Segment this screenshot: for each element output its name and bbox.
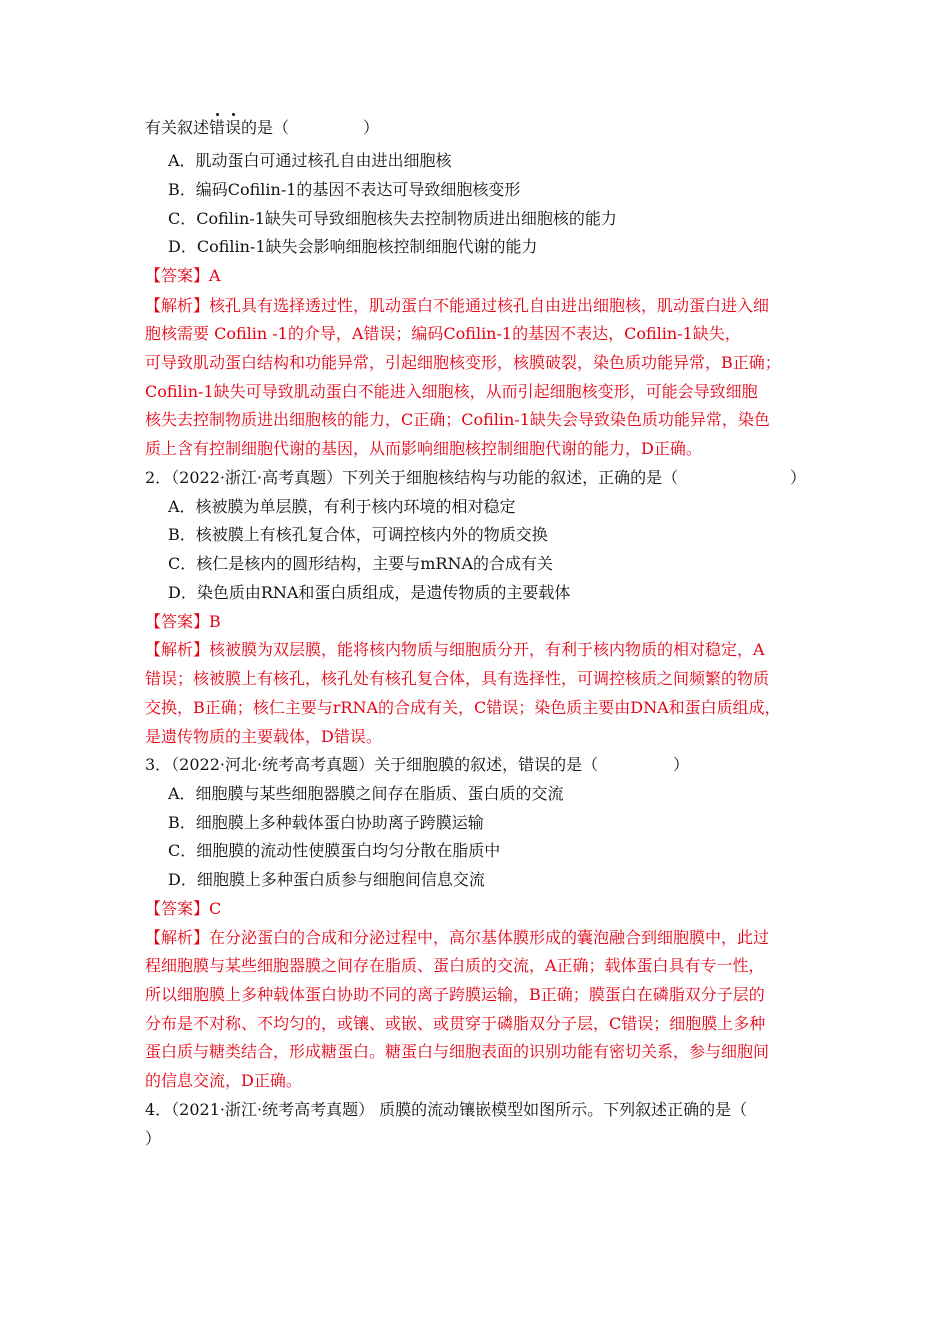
q2-analysis-line: 错误；核被膜上有核孔，核孔处有核孔复合体，具有选择性，可调控核质之间频繁的物质: [145, 669, 770, 688]
q1-stem-suffix: 的是（: [241, 118, 290, 137]
q3-option-b: B．细胞膜上多种载体蛋白协助离子跨膜运输: [168, 813, 484, 832]
q2-option-c: C．核仁是核内的圆形结构，主要与mRNA的合成有关: [168, 554, 554, 573]
q3-stem: 3．（2022·河北·统考高考真题）关于细胞膜的叙述，错误的是（: [145, 755, 599, 774]
q1-analysis-line: 胞核需要 Cofilin -1的介导，A错误；编码Cofilin-1的基因不表达，Cofilin-1缺失，: [145, 324, 741, 343]
q1-answer: 【答案】A: [145, 266, 221, 285]
q2-analysis-line: 交换，B正确；核仁主要与rRNA的合成有关，C错误；染色质主要由DNA和蛋白质组成，: [145, 698, 781, 717]
q1-option-a: A．肌动蛋白可通过核孔自由进出细胞核: [168, 151, 452, 170]
q3-option-a: A．细胞膜与某些细胞器膜之间存在脂质、蛋白质的交流: [168, 784, 564, 803]
q3-analysis-line: 蛋白质与糖类结合，形成糖蛋白。糖蛋白与细胞表面的识别功能有密切关系，参与细胞间: [145, 1042, 770, 1061]
q2-answer-blank-close: ）: [790, 468, 807, 487]
q1-analysis-line: 【解析】核孔具有选择透过性，肌动蛋白不能通过核孔自由进出细胞核，肌动蛋白进入细: [145, 296, 770, 315]
q3-analysis-line: 所以细胞膜上多种载体蛋白协助不同的离子跨膜运输，B正确；膜蛋白在磷脂双分子层的: [145, 985, 765, 1004]
q2-option-a: A．核被膜为单层膜，有利于核内环境的相对稳定: [168, 497, 516, 516]
q3-option-c: C．细胞膜的流动性使膜蛋白均匀分散在脂质中: [168, 841, 501, 860]
q1-analysis-line: 可导致肌动蛋白结构和功能异常，引起细胞核变形，核膜破裂，染色质功能异常，B正确；: [145, 353, 781, 372]
q2-stem: 2．（2022·浙江·高考真题）下列关于细胞核结构与功能的叙述，正确的是（: [145, 468, 679, 487]
q2-option-b: B．核被膜上有核孔复合体，可调控核内外的物质交换: [168, 525, 548, 544]
q1-option-b: B．编码Cofilin-1的基因不表达可导致细胞核变形: [168, 180, 521, 199]
q3-answer-blank-close: ）: [673, 755, 690, 774]
q1-analysis-line: 核失去控制物质进出细胞核的能力，C正确；Cofilin-1缺失会导致染色质功能异常，染色: [145, 410, 770, 429]
q2-analysis-line: 是遗传物质的主要载体，D错误。: [145, 727, 382, 746]
q2-answer: 【答案】B: [145, 612, 221, 631]
q3-answer: 【答案】C: [145, 899, 222, 918]
q3-analysis-line: 的信息交流，D正确。: [145, 1071, 302, 1090]
q3-analysis-line: 程细胞膜与某些细胞器膜之间存在脂质、蛋白质的交流，A正确；载体蛋白具有专一性，: [145, 956, 765, 975]
q1-stem: [145, 118, 289, 138]
q1-option-d: D．Cofilin-1缺失会影响细胞核控制细胞代谢的能力: [168, 237, 538, 256]
q4-stem-continuation: ）: [145, 1129, 162, 1148]
q1-answer-blank-close: ）: [363, 118, 380, 137]
emphasis-dot-char: 误: [225, 118, 242, 137]
emphasis-dot-char: 错: [209, 118, 226, 137]
q4-stem: 4．（2021·浙江·统考高考真题） 质膜的流动镶嵌模型如图所示。下列叙述正确的是（: [145, 1100, 748, 1119]
q3-option-d: D．细胞膜上多种蛋白质参与细胞间信息交流: [168, 870, 485, 889]
q1-analysis-line: 质上含有控制细胞代谢的基因，从而影响细胞核控制细胞代谢的能力，D正确。: [145, 439, 702, 458]
q1-stem-prefix: 有关叙述: [145, 118, 210, 137]
q1-analysis-line: Cofilin-1缺失可导致肌动蛋白不能进入细胞核，从而引起细胞核变形，可能会导致细胞: [145, 382, 758, 401]
q2-analysis-line: 【解析】核被膜为双层膜，能将核内物质与细胞质分开，有利于核内物质的相对稳定，A: [145, 640, 765, 659]
q3-analysis-line: 【解析】在分泌蛋白的合成和分泌过程中，高尔基体膜形成的囊泡融合到细胞膜中，此过: [145, 928, 770, 947]
q3-analysis-line: 分布是不对称、不均匀的，或镶、或嵌、或贯穿于磷脂双分子层，C错误；细胞膜上多种: [145, 1014, 766, 1033]
q1-option-c: C．Cofilin-1缺失可导致细胞核失去控制物质进出细胞核的能力: [168, 209, 617, 228]
q2-option-d: D．染色质由RNA和蛋白质组成，是遗传物质的主要载体: [168, 583, 571, 602]
